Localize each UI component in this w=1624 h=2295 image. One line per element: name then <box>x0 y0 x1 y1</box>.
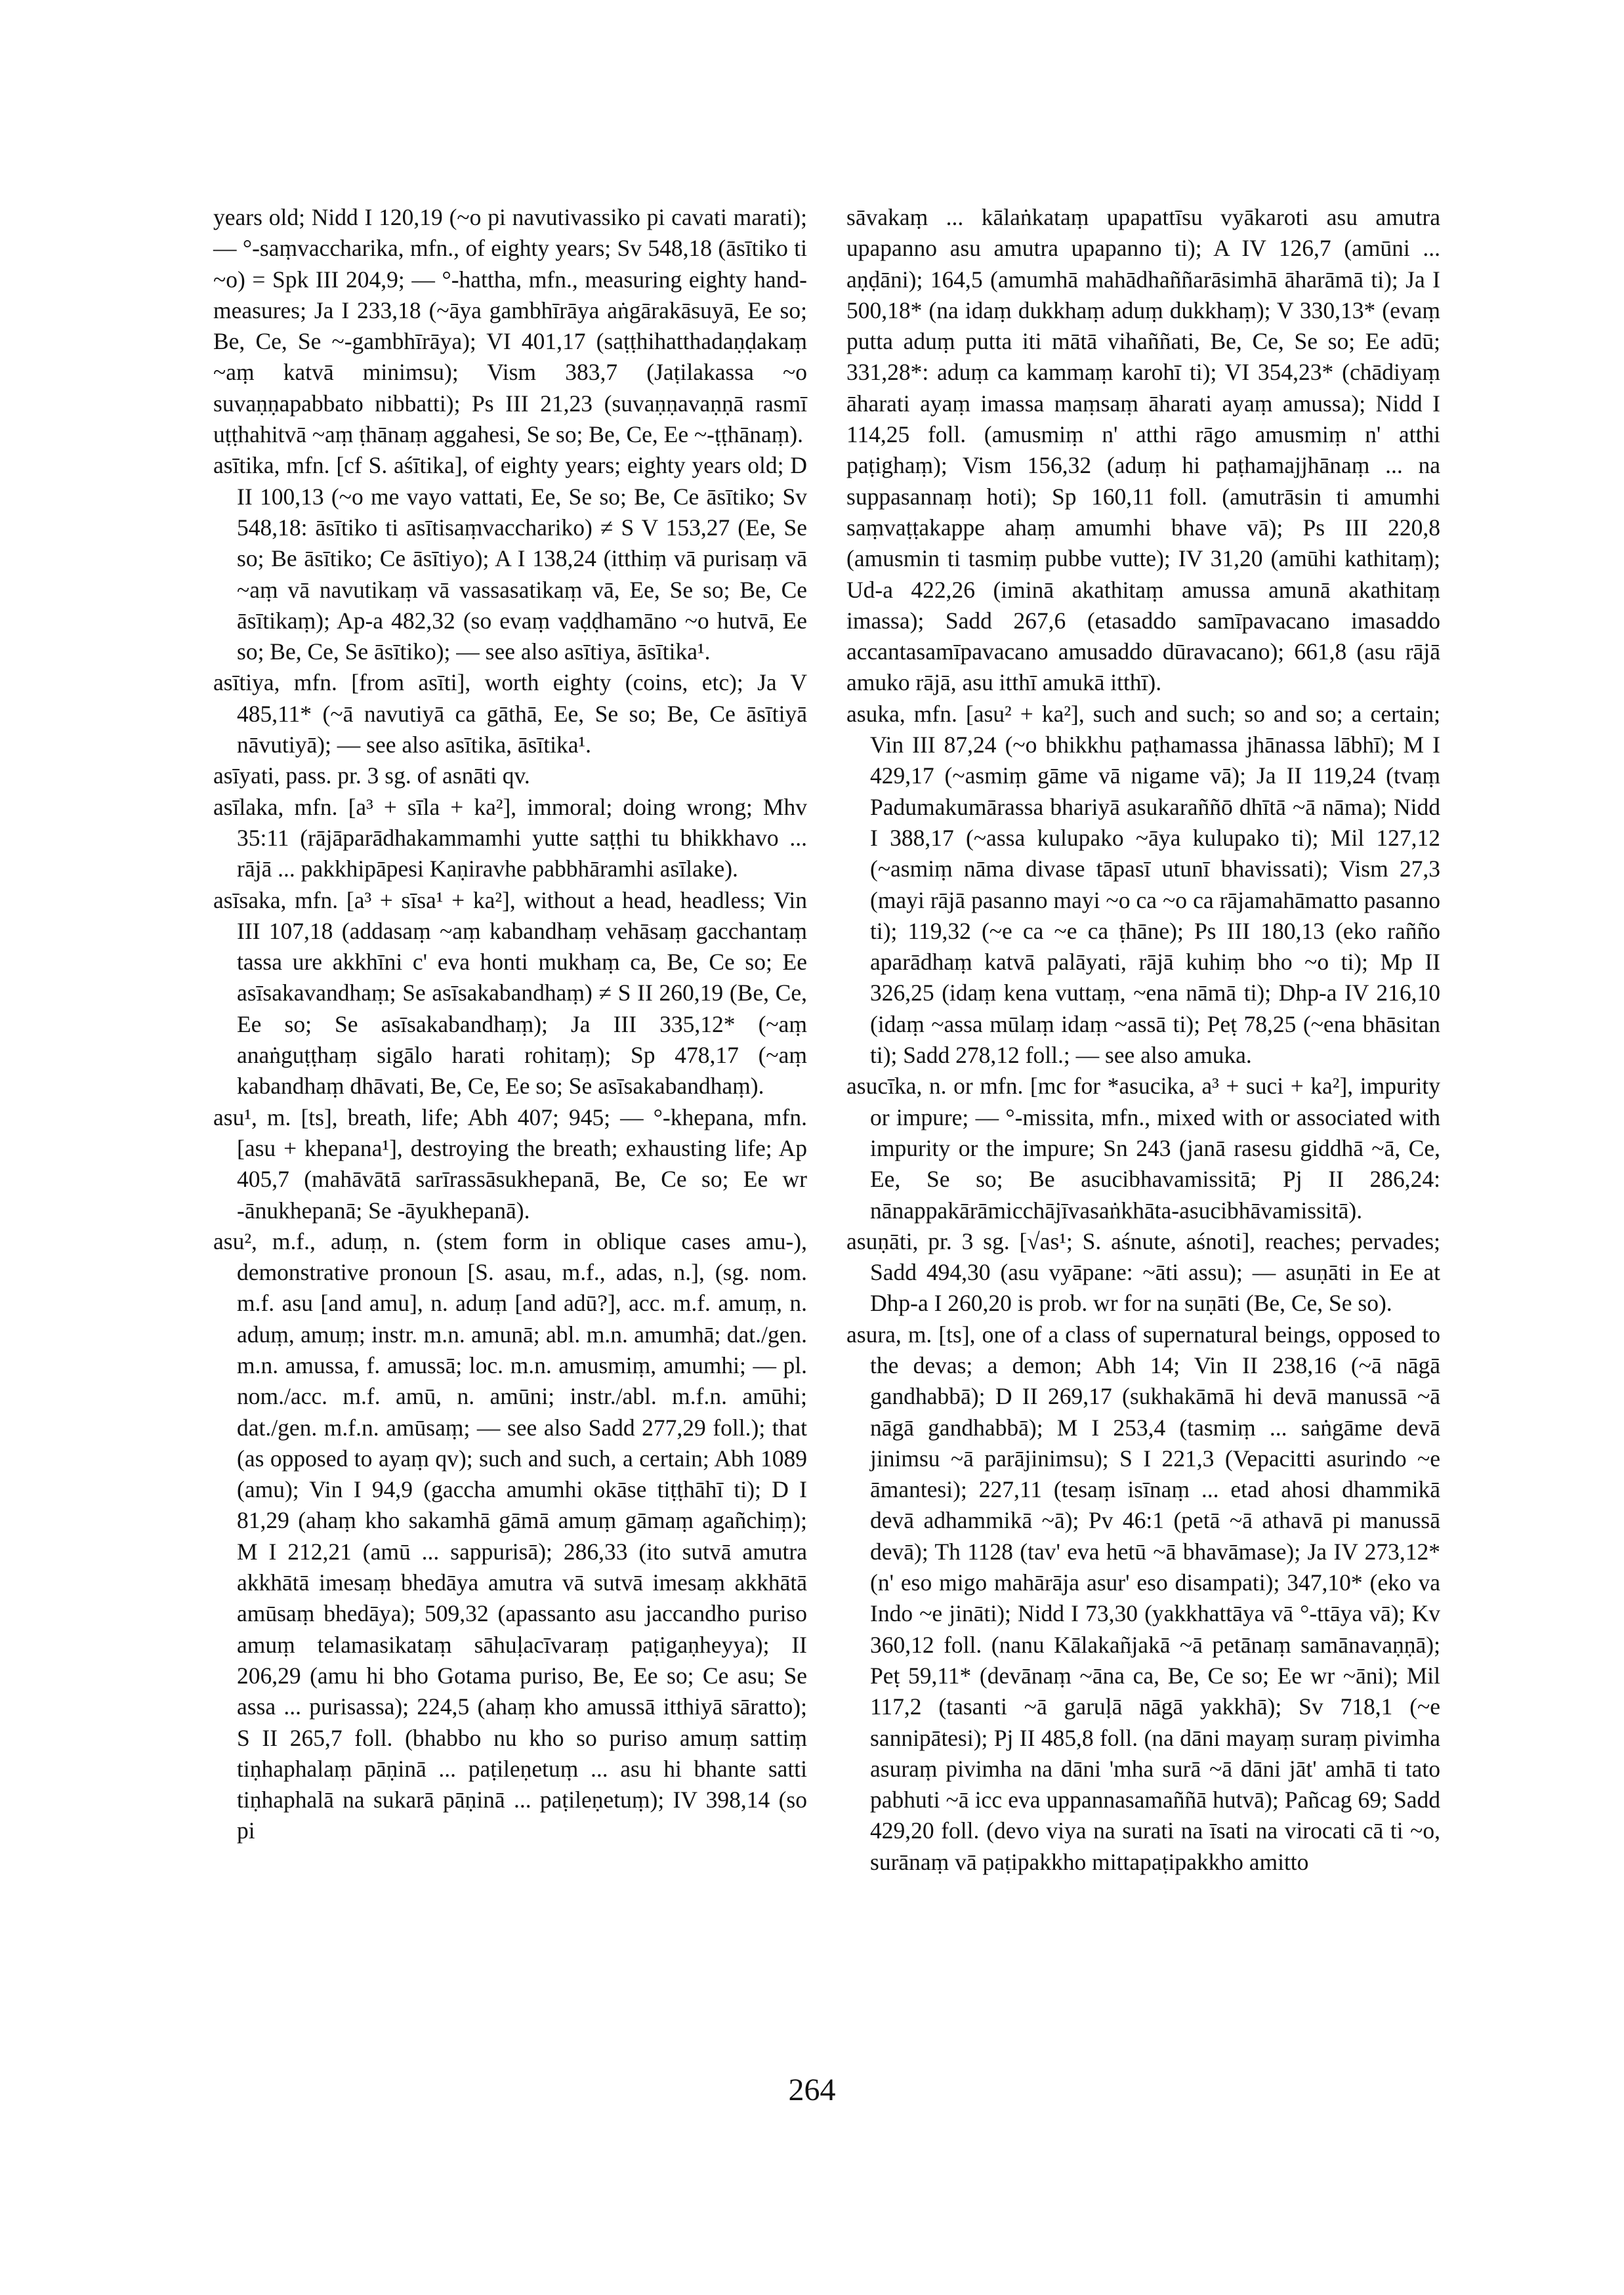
entry-asisaka: asīsaka, mfn. [a³ + sīsa¹ + ka²], without a head, headless; Vin III 107,18 (addasaṃ ~aṃ kabandhaṃ vehāsaṃ gacchantaṃ tassa ure akkhīni c' eva honti mukhaṃ ca, Be, Ce so; Ee asīsakavandhaṃ; Se asīsakabandhaṃ) ≠ S II 260,19 (Be, Ce, Ee so; Se asīsakabandhaṃ); Ja III 335,12* (~aṃ anaṅguṭṭhaṃ sigālo harati rohitaṃ); Sp 478,17 (~aṃ kabandhaṃ dhāvati, Be, Ce, Ee so; Se asīsakabandhaṃ). <box>213 886 807 1100</box>
left-column <box>213 202 807 1847</box>
entry-asitiya: asītiya, mfn. [from asīti], worth eighty (coins, etc); Ja V 485,11* (~ā navutiyā ca gāthā, Ee, Se so; Be, Ce āsītiyā nāvutiyā); — see also asītika, āsītika¹. <box>213 669 807 758</box>
entry-asucika: asucīka, n. or mfn. [mc for *asucika, a³ + suci + ka²], impurity or impure; — °-missita, mfn., mixed with or associated with impurity or the impure; Sn 243 (janā rasesu giddhā ~ā, Ce, Ee, Se so; Be asucibhavamissitā; Pj II 286,24: nānappakārāmicchājīvasaṅkhāta-asucibhāvamissitā). <box>846 1073 1440 1224</box>
entry-asunati: asuṇāti, pr. 3 sg. [√as¹; S. aśnute, aśnoti], reaches; pervades; Sadd 494,30 (asu vyāpane: ~āti assu); — asuṇāti in Ee at Dhp-a I 260,20 is prob. wr for na suṇāti (Be, Ce, Se so). <box>846 1228 1440 1317</box>
entry-asu-1: asu¹, m. [ts], breath, life; Abh 407; 945; — °-khepana, mfn. [asu + khepana¹], destroying the breath; exhausting life; Ap 405,7 (mahāvātā sarīrassāsukhepanā, Be, Ce so; Ee wr -ānukhepanā; Se -āyukhepanā). <box>213 1104 807 1224</box>
entry-asuka: asuka, mfn. [asu² + ka²], such and such; so and so; a certain; Vin III 87,24 (~o bhikkhu paṭhamassa jhānassa lābhī); M I 429,17 (~asmiṃ gāme vā nigame vā); Ja II 119,24 (tvaṃ Padumakumārassa bhariyā asukaraññō dhītā ~ā nāma); Nidd I 388,17 (~assa kulupako ~āya kulupako ti); Mil 127,12 (~asmiṃ nāma divase tāpasī utunī bhavissati); Vism 27,3 (mayi rājā pasanno mayi ~o ca ~o ca rājamahāmatto pasanno ti); 119,32 (~e ca ~e ca ṭhāne); Ps III 180,13 (eko rañño aparādhaṃ katvā palāyati, rājā kuhiṃ bho ~o ti); Mp II 326,25 (idaṃ kena vuttaṃ, ~ena nāmā ti); Dhp-a IV 216,10 (idaṃ ~assa mūlaṃ idaṃ ~assā ti); Peṭ 78,25 (~ena bhāsitan ti); Sadd 278,12 foll.; — see also amuka. <box>846 700 1440 1069</box>
entry-asu-2: asu², m.f., aduṃ, n. (stem form in oblique cases amu-), demonstrative pronoun [S. asau, m.f., adas, n.], (sg. nom. m.f. asu [and amu], n. aduṃ [and adū?], acc. m.f. amuṃ, n. aduṃ, amuṃ; instr. m.n. amunā; abl. m.n. amumhā; dat./gen. m.n. amussa, f. amussā; loc. m.n. amusmiṃ, amumhi; — pl. nom./acc. m.f. amū, n. amūni; instr./abl. m.f.n. amūhi; dat./gen. m.f.n. amūsaṃ; — see also Sadd 277,29 foll.); that (as opposed to ayaṃ qv); such and such, a certain; Abh 1089 (amu); Vin I 94,9 (gaccha amumhi okāse tiṭṭhāhī ti); D I 81,29 (ahaṃ kho sakamhā gāmā amuṃ gāmaṃ agañchiṃ); M I 212,21 (amū ... sappurisā); 286,33 (ito sutvā amutra akkhātā imesaṃ bhedāya amutra vā sutvā imesaṃ akkhātā amūsaṃ bhedāya); 509,32 (apassanto asu jaccandho puriso amuṃ telamasikataṃ sāhuḷacīvaraṃ paṭigaṇheyya); II 206,29 (amu hi bho Gotama puriso, Be, Ee so; Ce asu; Se assa ... purisassa); 224,5 (ahaṃ kho amussā itthiyā sāratto); S II 265,7 foll. (bhabbo nu kho so puriso amuṃ sattiṃ tiṇhaphalaṃ pāṇinā ... paṭileṇetuṃ ... asu hi bhante satti tiṇhaphalā na sukarā pāṇinā ... paṭileṇetuṃ); IV 398,14 (so pi <box>213 1228 807 1844</box>
entry-asilaka: asīlaka, mfn. [a³ + sīla + ka²], immoral; doing wrong; Mhv 35:11 (rājāparādhakammamhi yutte saṭṭhi tu bhikkhavo ... rājā ... pakkhipāpesi Kaṇiravhe pabbhāramhi asīlake). <box>213 793 807 882</box>
continuation-text: years old; Nidd I 120,19 (~o pi navutivassiko pi cavati marati); — °-saṃvaccharika, mfn., of eighty years; Sv 548,18 (āsītiko ti ~o) = Spk III 204,9; — °-hattha, mfn., measuring eighty hand-measures; Ja I 233,18 (~āya gambhīrāya aṅgārakāsuyā, Ee so; Be, Ce, Se ~-gambhīrāya); VI 401,17 (saṭṭhihatthadaṇḍakaṃ ~aṃ katvā minimsu); Vism 383,7 (Jaṭilakassa ~o suvaṇṇapabbato nibbatti); Ps III 21,23 (suvaṇṇavaṇṇā rasmī uṭṭhahitvā ~aṃ ṭhānaṃ aggahesi, Se so; Be, Ce, Ee ~-ṭṭhānaṃ). <box>213 204 807 448</box>
entry-asiyati: asīyati, pass. pr. 3 sg. of asnāti qv. <box>213 762 530 789</box>
right-column <box>846 202 1440 1878</box>
page-number: 264 <box>788 2073 836 2107</box>
entry-asura: asura, m. [ts], one of a class of supernatural beings, opposed to the devas; a demon; Abh 14; Vin II 238,16 (~ā nāgā gandhabbā); D II 269,17 (sukhakāmā hi devā manussā ~ā nāgā gandhabbā); M I 253,4 (tasmiṃ ... saṅgāme devā jinimsu ~ā parājinimsu); S I 221,3 (Vepacitti asurindo ~e āmantesi); 227,11 (tesaṃ isīnaṃ ... etad ahosi dhammikā devā adhammikā ~ā); Pv 46:1 (petā ~ā athavā pi manussā devā); Th 1128 (tav' eva hetū ~ā bhavāmase); Ja IV 273,12* (n' eso migo mahārāja asur' eso disampati); 347,10* (eko va Indo ~e jināti); Nidd I 73,30 (yakkhattāya vā °-ttāya vā); Kv 360,12 foll. (nanu Kālakañjakā ~ā petānaṃ samānavaṇṇā); Peṭ 59,11* (devānaṃ ~āna ca, Be, Ce so; Ee wr ~āni); Mil 117,2 (tasanti ~ā garuḷā nāgā yakkhā); Sv 718,1 (~e sannipātesi); Pj II 485,8 foll. (na dāni mayaṃ suraṃ pivimha asuraṃ pivimha na dāni 'mha surā ~ā dāni jāt' amhā ti tato pabhuti ~ā icc eva uppannasamaññā hutvā); Pañcag 69; Sadd 429,20 foll. (devo viya na surati na īsati na virocati cā ti ~o, surānaṃ vā paṭipakkho mittapaṭipakkho amitto <box>846 1321 1440 1875</box>
entry-asitika: asītika, mfn. [cf S. aśītika], of eighty years; eighty years old; D II 100,13 (~o me vayo vattati, Ee, Se so; Be, Ce āsītiko; Sv 548,18: āsītiko ti asītisaṃvacchariko) ≠ S V 153,27 (Ee, Se so; Be āsītiko; Ce āsītiyo); A I 138,24 (itthiṃ vā purisaṃ vā ~aṃ vā navutikaṃ vā vassasatikaṃ vā, Ee, Se so; Be, Ce āsītikaṃ); Ap-a 482,32 (so evaṃ vaḍḍhamāno ~o hutvā, Ee so; Be, Ce, Se āsītiko); — see also asītiya, āsītika¹. <box>213 452 807 665</box>
continuation-text: sāvakaṃ ... kālaṅkataṃ upapattīsu vyākaroti asu amutra upapanno asu amutra upapanno ti); A IV 126,7 (amūni ... aṇḍāni); 164,5 (amumhā mahādhaññarāsimhā āharāmā ti); Ja I 500,18* (na idaṃ dukkhaṃ aduṃ dukkhaṃ); V 330,13* (evaṃ putta aduṃ putta iti mātā vihaññati, Be, Ce, Se so; Ee adū; 331,28*: aduṃ ca kammaṃ karohī ti); VI 354,23* (chādiyaṃ āharati ayaṃ imassa maṃsaṃ āharati ayaṃ amussa); Nidd I 114,25 foll. (amusmiṃ n' atthi rāgo amusmiṃ n' atthi paṭighaṃ); Vism 156,32 (aduṃ hi paṭhamajjhānaṃ ... na suppasannaṃ hoti); Sp 160,11 foll. (amutrāsin ti amumhi saṃvaṭṭakappe ahaṃ amumhi bhave vā); Ps III 220,8 (amusmin ti tasmiṃ pubbe vutte); IV 31,20 (amūhi kathitaṃ); Ud-a 422,26 (iminā akathitaṃ amussa amunā akathitaṃ imassa); Sadd 267,6 (etasaddo samīpavacano imasaddo accantasamīpavacano amusaddo dūravacano); 661,8 (asu rājā amuko rājā, asu itthī amukā itthī). <box>846 204 1440 696</box>
